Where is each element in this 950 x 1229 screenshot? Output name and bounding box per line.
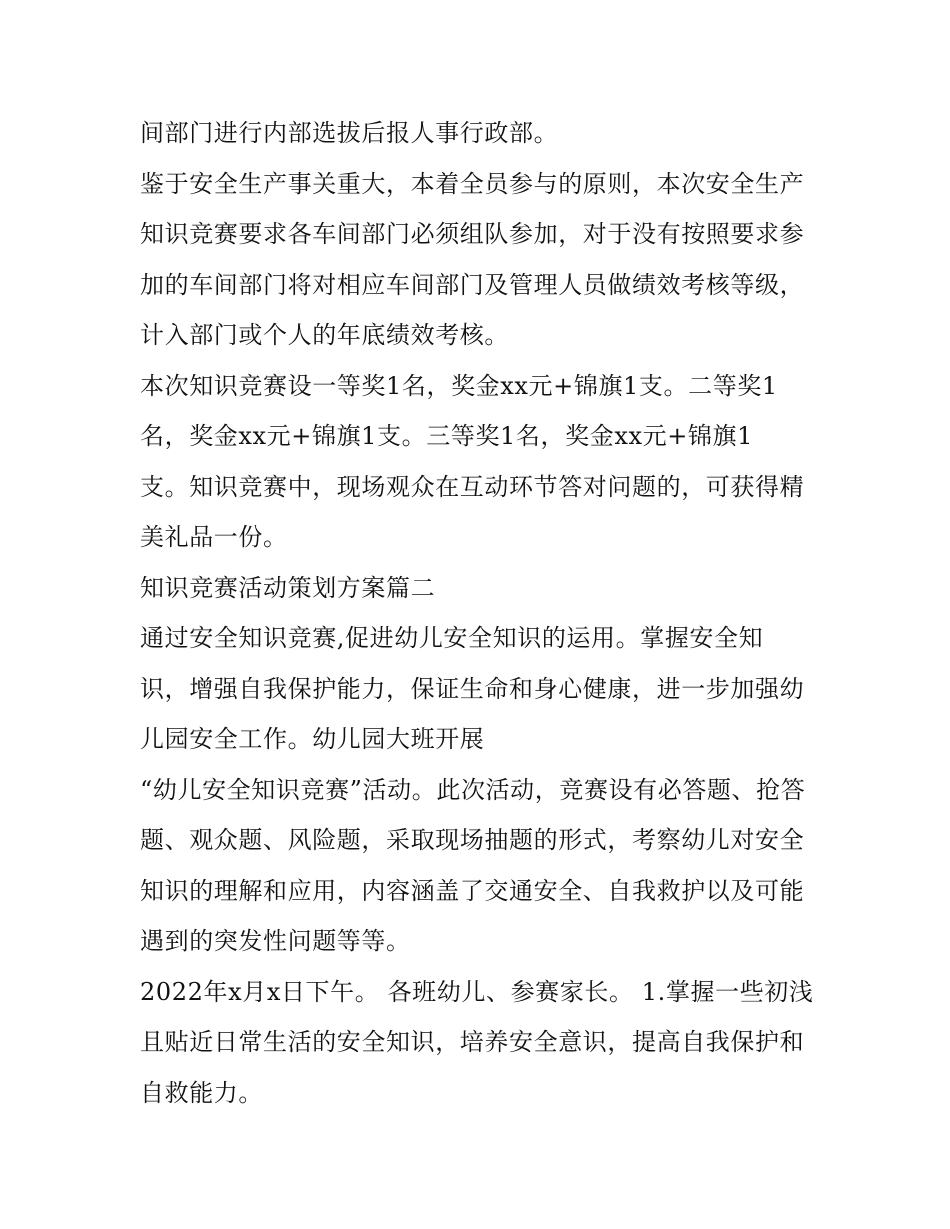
text-line: 识，增强自我保护能力，保证生命和身心健康，进一步加强幼 (140, 674, 805, 703)
text-line: 自救能力。 (140, 1078, 263, 1107)
text-line: 知识竞赛要求各车间部门必须组队参加，对于没有按照要求参 (140, 220, 805, 248)
text-line: 题、观众题、风险题，采取现场抽题的形式，考察幼儿对安全 (140, 826, 805, 854)
text-line: 遇到的突发性问题等等。 (140, 927, 411, 955)
text-line: 名，奖金xx元+锦旗1支。三等奖1名，奖金xx元+锦旗1 (140, 422, 753, 450)
text-line: 加的车间部门将对相应车间部门及管理人员做绩效考核等级， (140, 270, 805, 299)
text-line: “幼儿安全知识竞赛”活动。此次活动，竞赛设有必答题、抢答 (140, 775, 806, 804)
document-page (140, 108, 820, 1118)
text-line: 儿园安全工作。幼儿园大班开展 (140, 725, 485, 753)
text-line: 2022年x月x日下午。 各班幼儿、参赛家长。 1.掌握一些初浅 (140, 977, 814, 1006)
text-line: 计入部门或个人的年底绩效考核。 (140, 321, 509, 349)
text-line: 知识的理解和应用，内容涵盖了交通安全、自我救护以及可能 (140, 876, 805, 905)
text-line: 且贴近日常生活的安全知识，培养安全意识，提高自我保护和 (140, 1028, 805, 1056)
section-heading: 知识竞赛活动策划方案篇二 (140, 573, 436, 602)
text-line: 支。知识竞赛中，现场观众在互动环节答对问题的，可获得精 (140, 472, 805, 501)
text-line: 美礼品一份。 (140, 523, 288, 551)
text-line: 本次知识竞赛设一等奖1名，奖金xx元+锦旗1支。二等奖1 (140, 371, 778, 400)
text-line: 间部门进行内部选拔后报人事行政部。 (140, 119, 559, 147)
text-line: 鉴于安全生产事关重大，本着全员参与的原则，本次安全生产 (140, 169, 805, 198)
text-line: 通过安全知识竞赛,促进幼儿安全知识的运用。掌握安全知 (140, 624, 764, 652)
